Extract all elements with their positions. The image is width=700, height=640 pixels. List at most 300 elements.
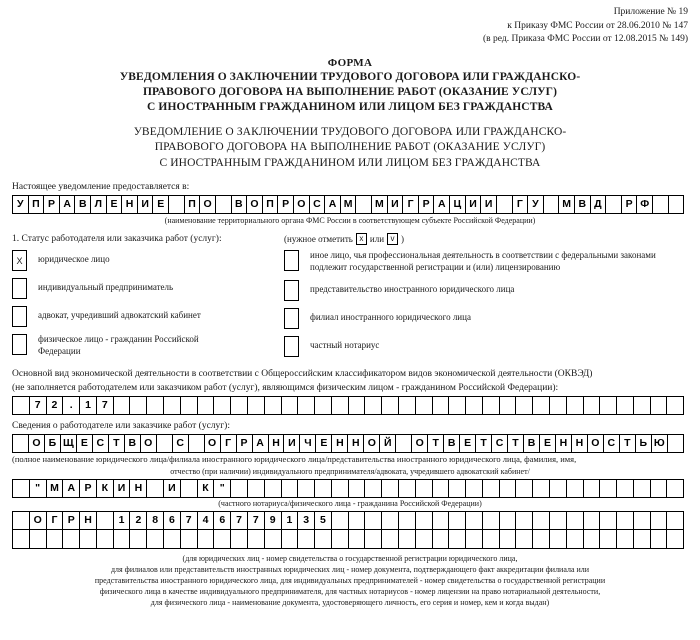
grid-cell[interactable] [147,530,164,548]
grid-cell[interactable]: Л [91,196,107,213]
grid-cell[interactable] [13,530,30,548]
grid-cell[interactable] [399,530,416,548]
grid-cell[interactable]: И [388,196,404,213]
grid-cell[interactable]: К [198,480,215,497]
grid-cell[interactable] [265,530,282,548]
grid-cell[interactable] [315,397,332,414]
grid-cell[interactable] [567,512,584,529]
grid-cell[interactable] [533,512,550,529]
grid-cell[interactable]: Т [476,435,492,452]
grid-cell[interactable] [114,397,131,414]
form-title-bold [12,56,688,115]
grid-cell[interactable]: Ч [300,435,316,452]
grid-cell[interactable]: К [97,480,114,497]
grid-cell[interactable] [653,196,669,213]
grid-cell[interactable]: Г [221,435,237,452]
grid-cell[interactable]: И [481,196,497,213]
grid-cell[interactable] [63,530,80,548]
grid-cell[interactable] [617,397,634,414]
employer-ogrn-grid[interactable] [12,511,684,530]
submitted-to-grid[interactable] [12,195,684,214]
checkbox-other-licensed-person[interactable] [284,250,299,271]
grid-cell[interactable]: " [30,480,47,497]
grid-cell[interactable]: В [125,435,141,452]
grid-cell[interactable] [298,530,315,548]
grid-cell[interactable] [634,530,651,548]
grid-cell[interactable]: М [559,196,575,213]
hint-mark-x-box: х [356,233,367,245]
grid-cell[interactable] [667,530,684,548]
appendix-header [12,0,688,47]
grid-cell[interactable] [449,530,466,548]
grid-cell[interactable]: У [13,196,29,213]
option-foreign-representation[interactable] [284,280,684,301]
grid-cell[interactable]: О [412,435,428,452]
grid-cell[interactable]: В [524,435,540,452]
grid-cell[interactable]: И [138,196,154,213]
grid-cell[interactable]: Щ [61,435,77,452]
grid-cell[interactable]: 7 [97,397,114,414]
grid-cell[interactable]: Ю [652,435,668,452]
employer-name-grid[interactable] [12,434,684,453]
grid-cell[interactable]: О [364,435,380,452]
grid-cell[interactable] [533,530,550,548]
grid-cell[interactable] [483,512,500,529]
grid-cell[interactable] [533,480,550,497]
grid-cell[interactable] [248,480,265,497]
grid-cell[interactable]: 7 [231,512,248,529]
grid-cell[interactable]: Е [107,196,123,213]
grid-cell[interactable] [181,397,198,414]
grid-cell[interactable] [365,480,382,497]
grid-cell[interactable]: С [604,435,620,452]
grid-cell[interactable]: В [232,196,248,213]
grid-cell[interactable] [483,480,500,497]
checkbox-lawyer-office[interactable] [12,306,27,327]
grid-cell[interactable]: 8 [147,512,164,529]
status-options-right [284,250,684,364]
grid-cell[interactable] [130,530,147,548]
option-lawyer-office-label: адвокат, учредивший адвокатский кабинет [38,310,201,320]
grid-cell[interactable]: М [372,196,388,213]
option-individual-entrepreneur[interactable] [12,278,284,299]
grid-cell[interactable] [600,530,617,548]
title-plain-line-3: С ИНОСТРАННЫМ ГРАЖДАНИНОМ ИЛИ ЛИЦОМ БЕЗ ГРАЖДАНСТВА [159,156,541,169]
grid-cell[interactable] [617,530,634,548]
grid-cell[interactable]: А [60,196,76,213]
grid-cell[interactable] [651,512,668,529]
grid-cell[interactable]: О [30,512,47,529]
grid-cell[interactable]: Ц [450,196,466,213]
grid-cell[interactable] [416,397,433,414]
grid-cell[interactable] [231,480,248,497]
grid-cell[interactable] [169,196,185,213]
grid-cell[interactable] [365,530,382,548]
grid-cell[interactable]: С [173,435,189,452]
grid-cell[interactable]: " [214,480,231,497]
grid-cell[interactable] [533,397,550,414]
grid-cell[interactable] [365,512,382,529]
grid-cell[interactable] [130,397,147,414]
submitted-to-caption: (наименование территориального органа ФМС России в соответствующем субъекте Российской Федерации) [164,215,536,225]
grid-cell[interactable] [466,480,483,497]
grid-cell[interactable] [433,397,450,414]
grid-cell[interactable] [13,397,30,414]
grid-cell[interactable]: О [205,435,221,452]
employer-caption-line-1: (полное наименование юридического лица/филиала иностранного юридического лица/представительства иностранного юридического лица, фамилия, имя, [12,453,577,464]
grid-cell[interactable]: 1 [282,512,299,529]
grid-cell[interactable]: С [93,435,109,452]
grid-cell[interactable] [483,397,500,414]
checkbox-foreign-representation[interactable] [284,280,299,301]
grid-cell[interactable]: А [63,480,80,497]
grid-cell[interactable]: О [141,435,157,452]
grid-cell[interactable]: 7 [30,397,47,414]
grid-cell[interactable]: О [200,196,216,213]
option-private-notary[interactable] [284,336,684,357]
grid-cell[interactable] [349,512,366,529]
grid-cell[interactable]: Т [109,435,125,452]
grid-cell[interactable]: Н [332,435,348,452]
grid-cell[interactable] [282,480,299,497]
submitted-to-label: Настоящее уведомление предоставляется в: [12,182,190,192]
okved-label-line-2: (не заполняется работодателем или заказчиком работ (услуг), являющимся физическим лицом - гражданином Российской Федерации): [12,382,559,393]
title-bold-line-1: УВЕДОМЛЕНИЯ О ЗАКЛЮЧЕНИИ ТРУДОВОГО ДОГОВОРА ИЛИ ГРАЖДАНСКО- [119,70,581,83]
grid-cell[interactable] [516,480,533,497]
grid-cell[interactable] [651,480,668,497]
grid-cell[interactable] [248,530,265,548]
grid-cell[interactable] [651,397,668,414]
grid-cell[interactable] [30,530,47,548]
grid-cell[interactable]: С [310,196,326,213]
grid-cell[interactable]: Е [316,435,332,452]
grid-cell[interactable] [216,196,232,213]
grid-cell[interactable]: А [434,196,450,213]
grid-cell[interactable]: 6 [214,512,231,529]
grid-cell[interactable] [265,480,282,497]
grid-cell[interactable] [181,530,198,548]
grid-cell[interactable]: П [185,196,201,213]
title-bold-line-2: ПРАВОВОГО ДОГОВОРА НА ВЫПОЛНЕНИЕ РАБОТ (ОКАЗАНИЕ УСЛУГ) [142,85,558,98]
grid-cell[interactable]: И [284,435,300,452]
grid-cell[interactable]: О [294,196,310,213]
grid-cell[interactable]: Н [348,435,364,452]
form-title-plain [12,125,688,172]
grid-cell[interactable] [634,480,651,497]
grid-cell[interactable]: Ь [636,435,652,452]
grid-cell[interactable]: В [444,435,460,452]
grid-cell[interactable]: 4 [198,512,215,529]
grid-cell[interactable] [606,196,622,213]
grid-cell[interactable] [669,196,685,213]
grid-cell[interactable]: 9 [265,512,282,529]
grid-cell[interactable] [567,530,584,548]
grid-cell[interactable] [248,397,265,414]
grid-cell[interactable]: Е [540,435,556,452]
grid-cell[interactable]: О [247,196,263,213]
grid-cell[interactable] [433,480,450,497]
grid-cell[interactable]: В [75,196,91,213]
grid-cell[interactable]: Р [622,196,638,213]
grid-cell[interactable]: 3 [298,512,315,529]
grid-cell[interactable]: М [341,196,357,213]
grid-cell[interactable] [466,512,483,529]
footnote-line-2: для филиалов или представительств иностранных юридических лиц - номер документа, подтверждающего факт аккредитации филиала или [110,564,590,574]
option-natural-person-citizen[interactable] [12,334,284,357]
employer-label: Сведения о работодателе или заказчике работ (услуг): [12,420,230,431]
grid-cell[interactable] [600,397,617,414]
grid-cell[interactable] [382,512,399,529]
grid-cell[interactable] [332,397,349,414]
okved-grid[interactable] [12,396,684,415]
grid-cell[interactable] [466,530,483,548]
option-other-licensed-person[interactable] [284,250,684,273]
form-word: ФОРМА [327,56,373,69]
grid-cell[interactable] [265,397,282,414]
grid-cell[interactable] [600,480,617,497]
grid-cell[interactable] [382,480,399,497]
employer-blank-grid[interactable] [12,530,684,549]
grid-cell[interactable] [13,480,30,497]
grid-cell[interactable]: О [29,435,45,452]
okved-label-line-1: Основной вид экономической деятельности в соответствии с Общероссийским классификатором видов экономической деятельности (ОКВЭД) [12,369,593,379]
grid-cell[interactable]: 2 [47,397,64,414]
option-foreign-branch-label: филиал иностранного юридического лица [310,312,471,322]
grid-cell[interactable]: П [263,196,279,213]
grid-cell[interactable] [483,530,500,548]
grid-cell[interactable] [382,397,399,414]
grid-cell[interactable] [396,435,412,452]
grid-cell[interactable]: Н [80,512,97,529]
grid-cell[interactable] [617,480,634,497]
status-header [12,233,688,245]
grid-cell[interactable] [114,530,131,548]
grid-cell[interactable] [97,530,114,548]
grid-cell[interactable]: В [575,196,591,213]
hint-suffix: ) [401,234,405,244]
grid-cell[interactable]: Н [572,435,588,452]
grid-cell[interactable] [315,530,332,548]
title-bold-line-3: С ИНОСТРАННЫМ ГРАЖДАНИНОМ ИЛИ ЛИЦОМ БЕЗ ГРАЖДАНСТВА [147,100,553,113]
grid-cell[interactable]: Н [556,435,572,452]
grid-cell[interactable] [164,530,181,548]
grid-cell[interactable] [416,512,433,529]
grid-cell[interactable]: Р [80,480,97,497]
employer-name2-grid[interactable] [12,479,684,498]
grid-cell[interactable]: Г [403,196,419,213]
grid-cell[interactable]: Й [380,435,396,452]
grid-cell[interactable] [349,397,366,414]
grid-cell[interactable]: О [588,435,604,452]
grid-cell[interactable] [567,397,584,414]
employer-caption-line-3: (частного нотариуса/физического лица - гражданина Российской Федерации) [218,498,482,508]
grid-cell[interactable] [189,435,205,452]
grid-cell[interactable] [584,480,601,497]
grid-cell[interactable]: . [63,397,80,414]
grid-cell[interactable]: Б [45,435,61,452]
grid-cell[interactable] [399,480,416,497]
grid-cell[interactable]: А [325,196,341,213]
grid-cell[interactable] [584,530,601,548]
option-lawyer-office[interactable] [12,306,284,327]
grid-cell[interactable] [516,397,533,414]
grid-cell[interactable]: Н [130,480,147,497]
grid-cell[interactable] [550,480,567,497]
title-plain-line-1: УВЕДОМЛЕНИЕ О ЗАКЛЮЧЕНИИ ТРУДОВОГО ДОГОВОРА ИЛИ ГРАЖДАНСКО- [133,125,567,138]
checkbox-individual-entrepreneur[interactable] [12,278,27,299]
grid-cell[interactable]: Т [428,435,444,452]
grid-cell[interactable] [147,397,164,414]
grid-cell[interactable]: Р [419,196,435,213]
grid-cell[interactable] [600,512,617,529]
grid-cell[interactable] [667,512,684,529]
grid-cell[interactable] [365,397,382,414]
grid-cell[interactable]: Р [63,512,80,529]
grid-cell[interactable] [382,530,399,548]
option-foreign-branch[interactable] [284,308,684,329]
grid-cell[interactable]: М [47,480,64,497]
checkbox-private-notary[interactable] [284,336,299,357]
grid-cell[interactable]: Ф [637,196,653,213]
status-hint [284,233,404,245]
grid-cell[interactable] [667,397,684,414]
grid-cell[interactable] [214,397,231,414]
footnote-line-5: для физического лица - наименование документа, удостоверяющего личность, его серия и номер, кем и когда выдан) [150,597,550,607]
grid-cell[interactable] [198,530,215,548]
grid-cell[interactable]: Е [153,196,169,213]
grid-cell[interactable] [516,530,533,548]
grid-cell[interactable] [356,196,372,213]
grid-cell[interactable] [500,512,517,529]
grid-cell[interactable] [97,512,114,529]
grid-cell[interactable] [500,397,517,414]
grid-cell[interactable]: 7 [181,512,198,529]
option-natural-person-citizen-label: физическое лицо - гражданин Российской Федерации [38,334,199,356]
grid-cell[interactable]: Д [591,196,607,213]
grid-cell[interactable] [231,397,248,414]
grid-cell[interactable] [567,480,584,497]
grid-cell[interactable] [315,480,332,497]
grid-cell[interactable] [466,397,483,414]
grid-cell[interactable] [544,196,560,213]
grid-cell[interactable]: У [528,196,544,213]
grid-cell[interactable]: Т [620,435,636,452]
grid-cell[interactable] [497,196,513,213]
option-legal-entity[interactable] [12,250,284,271]
grid-cell[interactable] [332,512,349,529]
grid-cell[interactable] [332,530,349,548]
grid-cell[interactable] [298,480,315,497]
grid-cell[interactable]: 6 [164,512,181,529]
grid-cell[interactable]: Г [47,512,64,529]
grid-cell[interactable] [282,530,299,548]
grid-cell[interactable]: 2 [130,512,147,529]
grid-cell[interactable] [399,512,416,529]
grid-cell[interactable] [298,397,315,414]
grid-cell[interactable]: 5 [315,512,332,529]
grid-cell[interactable] [214,530,231,548]
hint-or: или [369,234,385,244]
grid-cell[interactable]: Р [237,435,253,452]
footnote-line-4: физического лица в качестве индивидуального предпринимателя, для частных нотариусов - номер лицензии на право нотариальной деятельности, [99,586,601,596]
checkbox-natural-person-citizen[interactable] [12,334,27,355]
grid-cell[interactable] [198,397,215,414]
grid-cell[interactable] [399,397,416,414]
grid-cell[interactable] [584,397,601,414]
grid-cell[interactable]: Е [77,435,93,452]
grid-cell[interactable] [47,530,64,548]
grid-cell[interactable]: 7 [248,512,265,529]
grid-cell[interactable]: 1 [114,512,131,529]
grid-cell[interactable] [157,435,173,452]
grid-cell[interactable] [617,512,634,529]
grid-cell[interactable] [449,512,466,529]
grid-cell[interactable] [500,530,517,548]
grid-cell[interactable] [449,480,466,497]
grid-cell[interactable]: Н [269,435,285,452]
grid-cell[interactable] [433,530,450,548]
grid-cell[interactable]: Н [122,196,138,213]
grid-cell[interactable]: Т [508,435,524,452]
grid-cell[interactable] [282,397,299,414]
grid-cell[interactable] [80,530,97,548]
grid-cell[interactable] [634,397,651,414]
grid-cell[interactable] [516,512,533,529]
checkbox-foreign-branch[interactable] [284,308,299,329]
grid-cell[interactable] [584,512,601,529]
grid-cell[interactable] [550,512,567,529]
employer-caption-line-2: отчество (при наличии) индивидуального предпринимателя/адвоката, учредившего адвокатский кабинет/ [170,466,530,476]
grid-cell[interactable] [349,480,366,497]
grid-cell[interactable] [500,480,517,497]
grid-cell[interactable]: Р [44,196,60,213]
grid-cell[interactable] [349,530,366,548]
footnote-line-1: (для юридических лиц - номер свидетельства о государственной регистрации юридического лица, [182,553,518,563]
grid-cell[interactable] [13,512,30,529]
appendix-line-2: к Приказу ФМС России от 28.06.2010 № 147 [507,20,688,31]
grid-cell[interactable] [668,435,684,452]
grid-cell[interactable] [231,530,248,548]
grid-cell[interactable] [147,480,164,497]
grid-cell[interactable] [181,480,198,497]
grid-cell[interactable] [634,512,651,529]
grid-cell[interactable] [667,480,684,497]
footnote-line-3: представительства иностранного юридического лица, для индивидуальных предпринимателей - номер свидетельства о государственной регистрации [94,575,606,585]
grid-cell[interactable]: 1 [80,397,97,414]
grid-cell[interactable]: Г [513,196,529,213]
grid-cell[interactable]: Р [278,196,294,213]
grid-cell[interactable] [164,397,181,414]
grid-cell[interactable] [332,480,349,497]
grid-cell[interactable] [550,530,567,548]
grid-cell[interactable]: С [492,435,508,452]
grid-cell[interactable] [433,512,450,529]
grid-cell[interactable]: А [253,435,269,452]
grid-cell[interactable] [13,435,29,452]
grid-cell[interactable]: И [164,480,181,497]
grid-cell[interactable] [416,530,433,548]
okved-section [12,368,688,415]
grid-cell[interactable] [550,397,567,414]
grid-cell[interactable]: П [29,196,45,213]
grid-cell[interactable] [449,397,466,414]
grid-cell[interactable] [416,480,433,497]
grid-cell[interactable]: И [466,196,482,213]
grid-cell[interactable]: И [114,480,131,497]
grid-cell[interactable]: Е [460,435,476,452]
grid-cell[interactable] [651,530,668,548]
checkbox-legal-entity[interactable]: X [12,250,27,271]
